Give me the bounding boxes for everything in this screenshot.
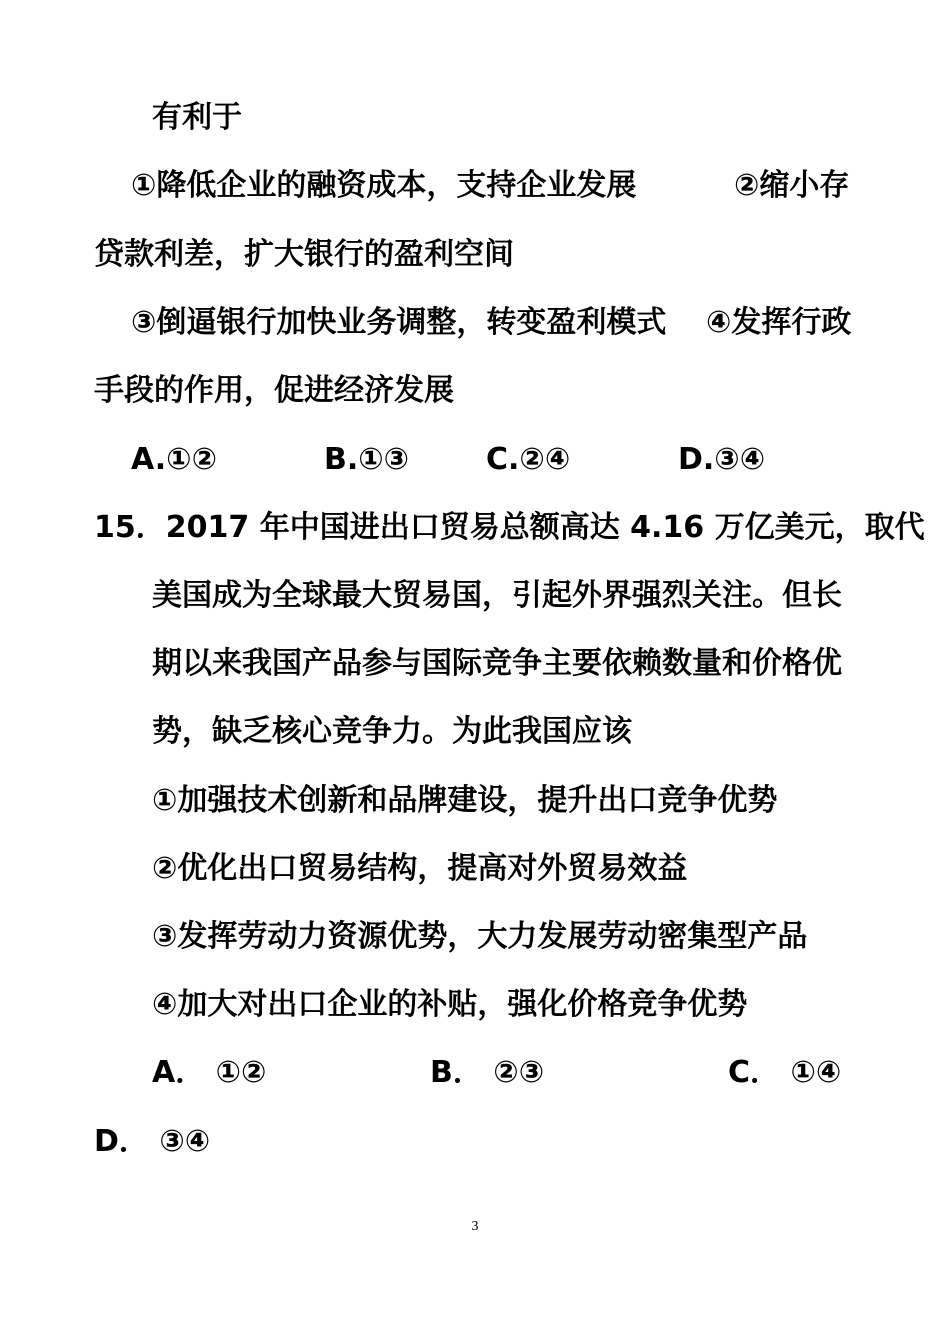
q15-stem-line-1: 15．2017 年中国进出口贸易总额高达 4.16 万亿美元，取代 bbox=[94, 510, 925, 545]
q15-option-3: ③发挥劳动力资源优势，大力发展劳动密集型产品 bbox=[152, 919, 808, 954]
q15-stem-line-2: 美国成为全球最大贸易国，引起外界强烈关注。但长 bbox=[152, 578, 842, 613]
q14-option-1: ①降低企业的融资成本，支持企业发展 bbox=[131, 168, 637, 203]
q15-stem-line-3: 期以来我国产品参与国际竞争主要依赖数量和价格优 bbox=[152, 646, 842, 681]
q15-choice-c: C． ①④ bbox=[728, 1055, 842, 1090]
q15-stem-line-4: 势，缺乏核心竞争力。为此我国应该 bbox=[152, 714, 632, 749]
q14-option-2-start: ②缩小存 bbox=[734, 168, 850, 203]
q15-choice-b: B． ②③ bbox=[430, 1055, 545, 1090]
q15-option-4: ④加大对出口企业的补贴，强化价格竞争优势 bbox=[152, 987, 748, 1022]
q14-option-4-start: ④发挥行政 bbox=[706, 305, 852, 340]
q14-choice-a: A.①② bbox=[131, 442, 217, 477]
q14-option-2-end: 贷款利差，扩大银行的盈利空间 bbox=[94, 237, 514, 272]
q14-option-3: ③倒逼银行加快业务调整，转变盈利模式 bbox=[131, 305, 667, 340]
q14-choice-d: D.③④ bbox=[678, 442, 766, 477]
q15-option-1: ①加强技术创新和品牌建设，提升出口竞争优势 bbox=[152, 783, 778, 818]
q15-choice-d: D． ③④ bbox=[94, 1124, 211, 1159]
q14-stem-tail: 有利于 bbox=[152, 100, 242, 135]
q14-option-4-end: 手段的作用，促进经济发展 bbox=[94, 373, 454, 408]
q14-choice-b: B.①③ bbox=[324, 442, 410, 477]
q15-choice-a: A． ①② bbox=[152, 1055, 267, 1090]
q14-choice-c: C.②④ bbox=[486, 442, 571, 477]
q15-option-2: ②优化出口贸易结构，提高对外贸易效益 bbox=[152, 851, 688, 886]
page-number: 3 bbox=[471, 1219, 479, 1234]
